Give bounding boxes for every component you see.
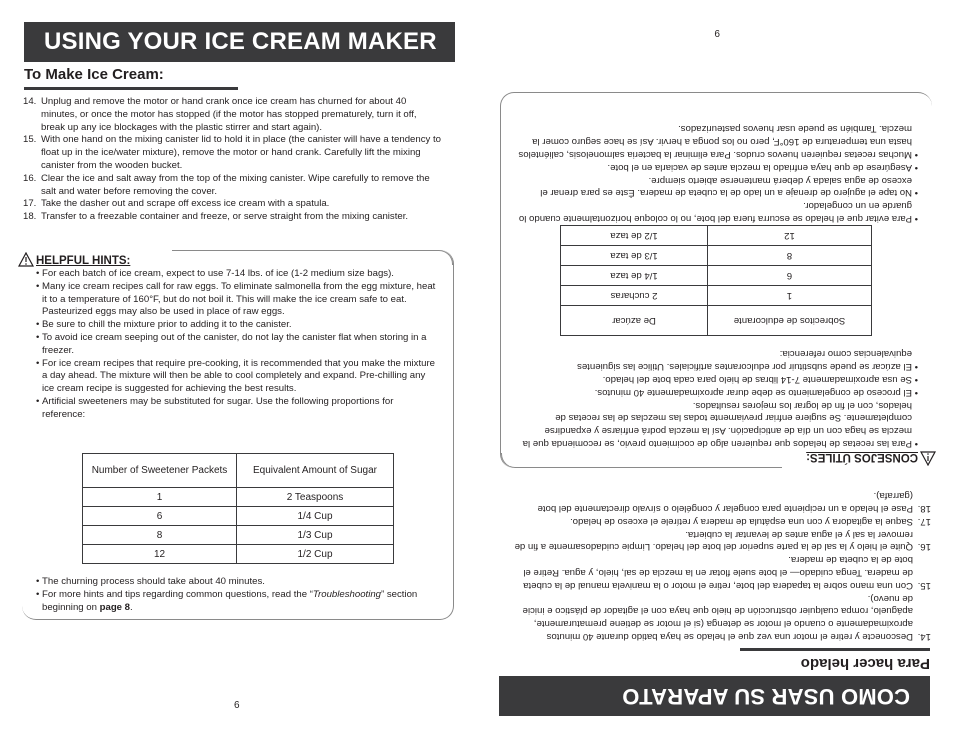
step-item [23,96,443,134]
hints-title: CONSEJOS ÚTILES: [806,451,918,463]
step-number: 18. [23,211,37,223]
hint-item: • Many ice cream recipes call for raw eggs. To eliminate salmonella from the egg mixture, heat it to a temperature of 160°F, but do not boil it. This will make the ice cream safe to eat. Pasteurized eggs may also be used in place of raw eggs. [36,280,436,318]
hint-text: Se usa aproximadamente 7-14 libras de hielo para cada bote del helado. [602,374,912,386]
step-text: With one hand on the mixing canister lid to hold it in place (the canister will have a tendency to float up in the ice/water mixture), remove the motor or hand crank. Carefully lift the mixing canister from the wooden bucket. [41,134,441,171]
step-number: 15. [23,134,37,146]
hint-text: Many ice cream recipes call for raw eggs. To eliminate salmonella from the egg mixture, heat it to a temperature of 160°F, but do not boil it. This will make the ice cream safe to eat. Pasteurized eggs may also be used in place of raw eggs. [42,280,436,318]
table-header: Sobrecitos de edulcorante [708,306,872,336]
step-text: Saque la agitadora y con una espátula de madera y retírele el exceso de helado. [570,515,913,527]
step-item [511,514,931,527]
section-banner: USING YOUR ICE CREAM MAKER [24,22,455,62]
hint-item: • No tape el agujero de drenaje a un lado de la cubeta de madera. Éste es para drenar el exceso de agua salada y deberá mantenerse abierto siempre. [540,174,918,199]
table-cell: 1/2 de taza [561,226,708,246]
hint-text: For ice cream recipes that require pre-cooking, it is recommended that you make the mixture a day ahead. The mixture will then be able to cool completely and expand. Pre-chilling any ice cream recipe is suggested for achieving the best results. [42,357,435,395]
subhead: Para hacer helado [800,655,930,672]
step-item [511,552,931,590]
table-cell: 1/4 de taza [561,266,708,286]
table-cell: 2 Teaspoons [237,488,394,507]
page-number: 6 [234,700,240,711]
hint-text: Para las recetas de helados que requieren algo de cocimiento previo, se recomienda que la mezcla se haga con un día de anticipación. Así la mezcla podrá enfriarse y expandirse completamente. Se sugiere enfriar previamente todas las mezclas de las recetas de helados, con el fin de lograr los mejores resultados. [522,399,912,449]
hints-list-continued [518,122,918,224]
warning-triangle-icon [920,451,936,466]
hints-list [36,268,436,422]
hints-title: HELPFUL HINTS: [36,255,131,267]
step-item [23,134,443,172]
table-cell: 12 [83,545,237,564]
step-item [511,527,931,553]
footer-hints-list [36,576,436,614]
table-cell: 1 [708,286,872,306]
hint-text: ” section beginning on [42,588,418,613]
table-cell: 8 [83,526,237,545]
step-text: Unplug and remove the motor or hand crank once ice cream has churned for about 40 minutes, or once the motor has stopped (if the motor has stopped prematurely, turn it off, break up any ice blockages with the plastic stirrer and start again). [41,96,417,133]
step-item [23,211,443,224]
steps-list [23,96,443,224]
hint-text: No tape el agujero de drenaje a un lado de la cubeta de madera. Éste es para drenar el exceso de agua salada y deberá mantenerse abierto siempre. [540,174,912,199]
hint-item: • El azúcar se puede substituir por edulcorantes artificiales. Utilice las siguientes equivalencias como referencia: [577,348,918,373]
table-cell: 1 [83,488,237,507]
step-number: 16. [23,172,37,184]
subhead: To Make Ice Cream: [24,66,164,83]
step-text: Desconecte y retire el motor una vez que el helado se haya batido durante 40 minutos aproximadamente o cuando el motor se detenga (si el motor se detiene prematuramente, apáguelo, rompa cualquier obstrucción de hielo que haya con el agitador de plástico e inicie de nuevo). [522,592,913,642]
step-text: Con una mano sobre la tapadera del bote, retire el motor o la manivela manual de la cubeta de madera. Tenga cuidado— el bote suele flotar en la mezcla de sal, hielo, y agua. Retire el bote de la cubeta de madera. [523,554,913,591]
hint-item: • For each batch of ice cream, expect to use 7-14 lbs. of ice (1-2 medium size bags). [36,268,394,279]
table-cell: 1/2 Cup [237,545,394,564]
sweetener-table [560,225,872,336]
step-item [23,198,443,211]
hint-text: Asegúrese de que haya enfriado la mezcla antes de vaciarla en el bote. [607,161,912,173]
steps-list [511,488,931,642]
hint-item: • Be sure to chill the mixture prior to adding it to the canister. [36,319,292,331]
hint-text: Be sure to chill the mixture prior to adding it to the canister. [42,319,292,331]
hint-text: The churning process should take about 40 minutes. [42,576,265,587]
hint-text: To avoid ice cream seeping out of the canister, do not lay the canister flat when storing in a freezer. [42,331,427,356]
table-cell: 1/3 Cup [237,526,394,545]
hint-text: El proceso de congelamiento se debe durar aproximadamente 40 minutos. [594,386,912,398]
table-header: Equivalent Amount of Sugar [237,454,394,488]
hint-text: Para evitar que el helado se escurra fuera del bote, no lo coloque horizontalmente cuando lo guarde en un congelador. [518,200,912,224]
hint-item: • Artificial sweeteners may be substituted for sugar. Use the following proportions for reference: [36,395,394,420]
table-cell: 1/4 Cup [237,507,394,526]
step-number: 15. [917,579,931,591]
page-number: 9 [714,27,720,38]
hint-text: For more hints and tips regarding common questions, read the “ [42,588,313,600]
hint-item: • To avoid ice cream seeping out of the canister, do not lay the canister flat when storing in a freezer. [36,331,427,356]
step-text: Quite el hielo y la sal de la parte superior del bote del helado. Limpie cuidadosamente a fin de remover la sal y el agua antes de levantar la cubierta. [514,528,913,553]
hint-text: Muchas recetas requieren huevos crudos. Para eliminar la bacteria salmonelosis, caliéntelos hasta una temperatura de 160°F, pero no los ponga a hervir. Así se hace seguro comer la mezcla. También se puede usar huevos pasteurizados. [518,123,912,161]
step-number: 14. [917,631,931,642]
page-right [477,0,954,738]
hint-item: • El proceso de congelamiento se debe durar aproximadamente 40 minutos. [594,386,918,398]
section-banner: COMO USAR SU APARATO [499,676,930,716]
hint-text: . [130,601,133,613]
subhead-rule [24,87,238,90]
hint-text: Artificial sweeteners may be substituted for sugar. Use the following proportions for reference: [42,395,394,420]
step-text: Pase el helado a un recipiente para congelar y congélelo o sírvalo directamente del bote (garrafa). [537,490,913,515]
hint-item: • Para evitar que el helado se escurra fuera del bote, no lo coloque horizontalmente cuando lo guarde en un congelador. [518,200,918,224]
subhead-rule [740,648,930,651]
step-number: 18. [917,503,931,515]
troubleshooting-ref: Troubleshooting [312,588,381,600]
hint-item: • The churning process should take about 40 minutes. [36,576,265,587]
step-text: Transfer to a freezable container and freeze, or serve straight from the mixing canister. [41,211,409,223]
table-cell: 12 [708,226,872,246]
hint-item: • Asegúrese de que haya enfriado la mezcla antes de vaciarla en el bote. [607,161,918,173]
step-text: Clear the ice and salt away from the top of the mixing canister. Wipe carefully to remove the salt and water before removing the cover. [41,172,430,197]
step-number: 17. [917,515,931,527]
step-number: 14. [23,96,37,107]
hint-item: • Muchas recetas requieren huevos crudos. Para eliminar la bacteria salmonelosis, caliéntelos hasta una temperatura de 160°F, pero no los ponga a hervir. Así se hace seguro comer la mezcla. También se puede usar huevos pasteurizados. [518,123,918,161]
table-cell: 1/3 de taza [561,246,708,266]
table-cell: 6 [83,507,237,526]
table-header: De azúcar [561,306,708,336]
hint-item: • For ice cream recipes that require pre-cooking, it is recommended that you make the mixture a day ahead. The mixture will then be able to cool completely and expand. Pre-chilling any ice cream recipe is suggested for achieving the best results. [36,357,435,395]
step-number: 16. [917,541,931,553]
warning-triangle-icon [18,252,34,267]
sweetener-table [82,453,394,564]
hint-item: • Se usa aproximadamente 7-14 libras de hielo para cada bote del helado. [602,374,918,386]
hint-text: For each batch of ice cream, expect to use 7-14 lbs. of ice (1-2 medium size bags). [42,268,394,279]
step-item [23,173,443,199]
step-item [511,488,931,514]
table-cell: 6 [708,266,872,286]
hint-item: • Para las recetas de helados que requieren algo de cocimiento previo, se recomienda que la mezcla se haga con un día de anticipación. Así la mezcla podrá enfriarse y expandirse completamente. Se sugiere enfriar previamente todas las mezclas de las recetas de helados, con el fin de lograr los mejores resultados. [522,399,918,449]
step-text: Take the dasher out and scrape off excess ice cream with a spatula. [41,198,330,210]
table-cell: 2 cucharas [561,286,708,306]
step-item [511,591,931,642]
step-number: 17. [23,198,37,210]
hint-text: El azúcar se puede substituir por edulcorantes artificiales. Utilice las siguientes equivalencias como referencia: [577,348,912,373]
hints-list [518,347,918,449]
page-ref: page 8 [99,601,131,613]
table-cell: 8 [708,246,872,266]
table-header: Number of Sweetener Packets [83,454,237,488]
hint-item: • For more hints and tips regarding common questions, read the “Troubleshooting” section beginning on page 8. [36,588,418,613]
